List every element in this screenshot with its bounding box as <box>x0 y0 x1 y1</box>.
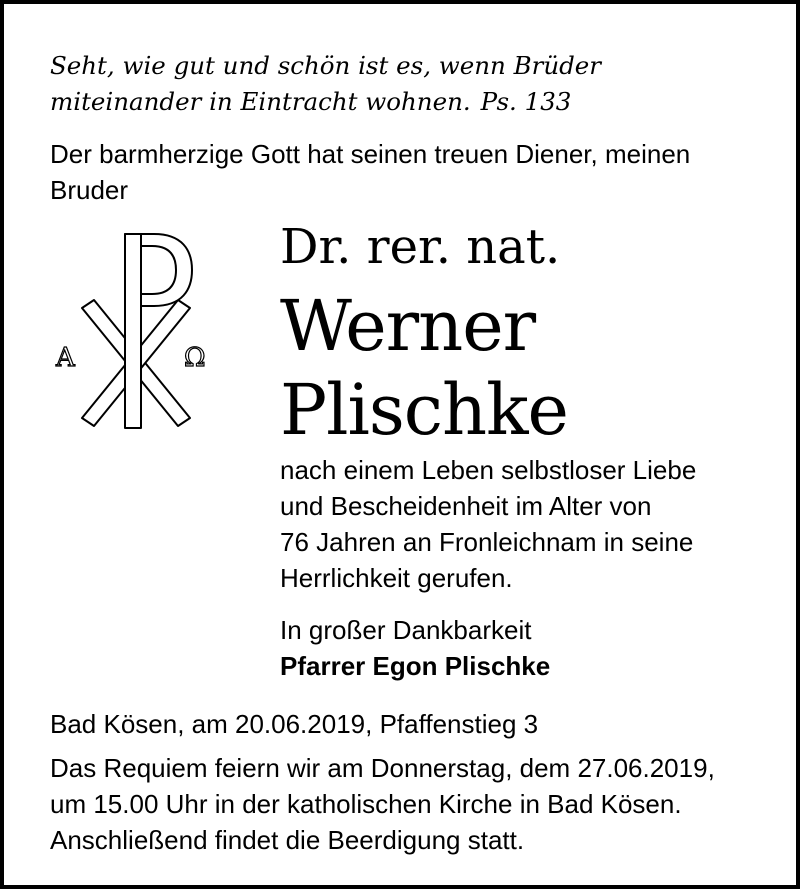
requiem-info <box>50 750 770 858</box>
verse-line-1: Seht, wie gut und schön ist es, wenn Brüder <box>50 51 601 80</box>
first-name: Werner <box>280 285 536 367</box>
body-line-4: Herrlichkeit gerufen. <box>280 563 513 593</box>
last-name: Plischke <box>280 369 568 451</box>
chi-rho-icon <box>42 226 232 436</box>
omega-letter: Ω <box>184 343 206 373</box>
verse-line-2: miteinander in Eintracht wohnen. Ps. 133 <box>50 87 572 116</box>
alpha-letter: A <box>56 343 75 373</box>
signer-name: Pfarrer Egon Plischke <box>280 651 551 681</box>
requiem-line-3: Anschließend findet die Beerdigung statt. <box>50 825 525 855</box>
academic-title: Dr. rer. nat. <box>280 219 561 275</box>
requiem-line-1: Das Requiem feiern wir am Donnerstag, dem 27.06.2019, <box>50 753 715 783</box>
requiem-line-2: um 15.00 Uhr in der katholischen Kirche in Bad Kösen. <box>50 789 682 819</box>
intro-text: Der barmherzige Gott hat seinen treuen Diener, meinen Bruder <box>50 139 691 205</box>
place-date: Bad Kösen, am 20.06.2019, Pfaffenstieg 3 <box>50 709 539 739</box>
verse-reference: Ps. 133 <box>480 87 572 116</box>
body-line-3: 76 Jahren an Fronleichnam in seine <box>280 527 694 557</box>
bible-verse <box>50 48 601 120</box>
closing-thanks: In großer Dankbarkeit <box>280 615 532 645</box>
body-line-2: und Bescheidenheit im Alter von <box>280 491 652 521</box>
notice-body <box>280 452 780 596</box>
body-line-1: nach einem Leben selbstloser Liebe <box>280 455 697 485</box>
